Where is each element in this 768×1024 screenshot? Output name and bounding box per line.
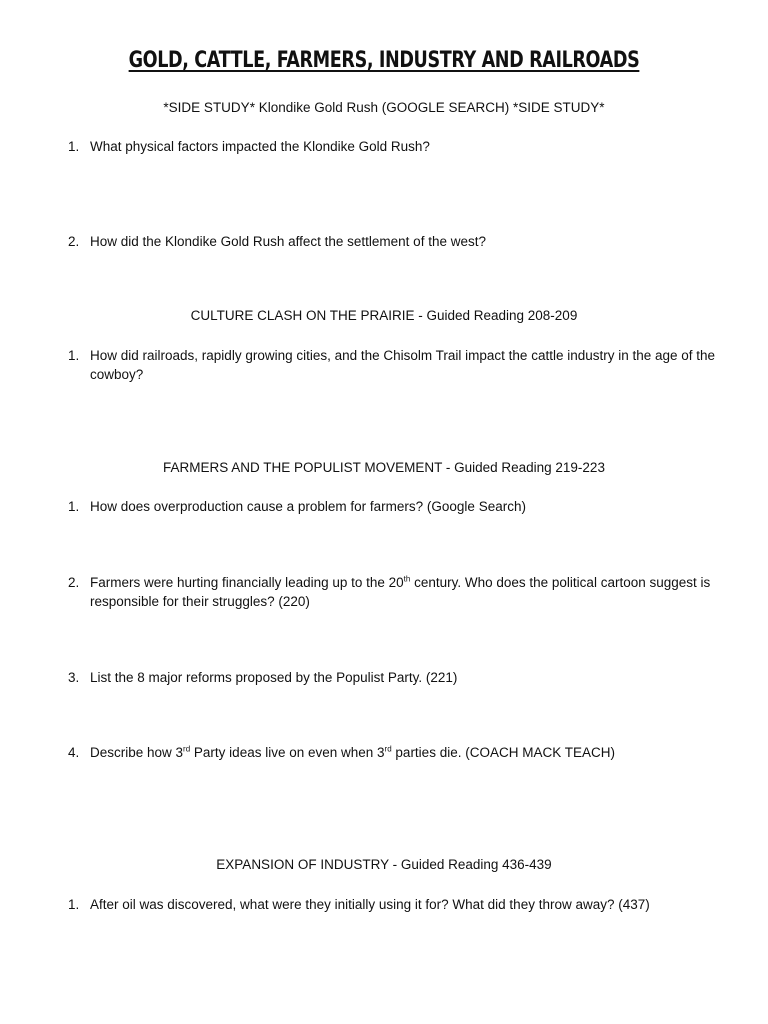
- section-heading-industry: EXPANSION OF INDUSTRY - Guided Reading 436-439: [216, 857, 552, 872]
- question-farmers-4: [68, 743, 728, 762]
- question-text: After oil was discovered, what were they initially using it for? What did they throw away? (437): [90, 897, 650, 912]
- question-text: List the 8 major reforms proposed by the Populist Party. (221): [90, 670, 458, 685]
- question-klondike-1: [68, 137, 728, 156]
- question-klondike-2: [68, 232, 728, 251]
- section-heading-farmers-populist: FARMERS AND THE POPULIST MOVEMENT - Guided Reading 219-223: [163, 460, 605, 475]
- question-number: 1.: [68, 897, 80, 912]
- question-text: [90, 573, 728, 611]
- question-text-part: Describe how 3: [90, 745, 184, 760]
- question-text-part: Farmers were hurting financially leading up to the 20: [90, 575, 404, 590]
- question-text: What physical factors impacted the Klondike Gold Rush?: [90, 139, 430, 154]
- question-text: How did railroads, rapidly growing cities, and the Chisolm Trail impact the cattle industry in the age of the cowboy?: [90, 348, 716, 382]
- question-culture-clash-1: [68, 346, 728, 384]
- question-text: How did the Klondike Gold Rush affect the settlement of the west?: [90, 234, 486, 249]
- question-farmers-1: [68, 497, 728, 516]
- ordinal-suffix: th: [403, 574, 411, 584]
- question-text: [90, 743, 728, 762]
- question-text: How does overproduction cause a problem for farmers? (Google Search): [90, 499, 526, 514]
- question-number: 3.: [68, 670, 80, 685]
- question-number: 1.: [68, 348, 80, 363]
- question-farmers-3: [68, 668, 728, 687]
- question-text-part: century. Who does the political cartoon suggest is responsible for their struggles? (220): [90, 575, 711, 609]
- question-text-part: Party ideas live on even when 3: [190, 745, 385, 760]
- question-number: 1.: [68, 499, 80, 514]
- section-heading-klondike: *SIDE STUDY* Klondike Gold Rush (GOOGLE SEARCH) *SIDE STUDY*: [163, 100, 605, 115]
- ordinal-suffix: rd: [384, 744, 392, 754]
- question-industry-1: [68, 895, 728, 914]
- question-number: 1.: [68, 139, 80, 154]
- question-text-part: parties die. (COACH MACK TEACH): [391, 745, 615, 760]
- question-farmers-2: [68, 573, 728, 611]
- question-number: 4.: [68, 745, 80, 760]
- ordinal-suffix: rd: [183, 744, 191, 754]
- question-number: 2.: [68, 234, 80, 249]
- section-heading-culture-clash: CULTURE CLASH ON THE PRAIRIE - Guided Reading 208-209: [190, 308, 578, 323]
- page-title: GOLD, CATTLE, FARMERS, INDUSTRY AND RAILROADS: [128, 48, 640, 73]
- question-number: 2.: [68, 575, 80, 590]
